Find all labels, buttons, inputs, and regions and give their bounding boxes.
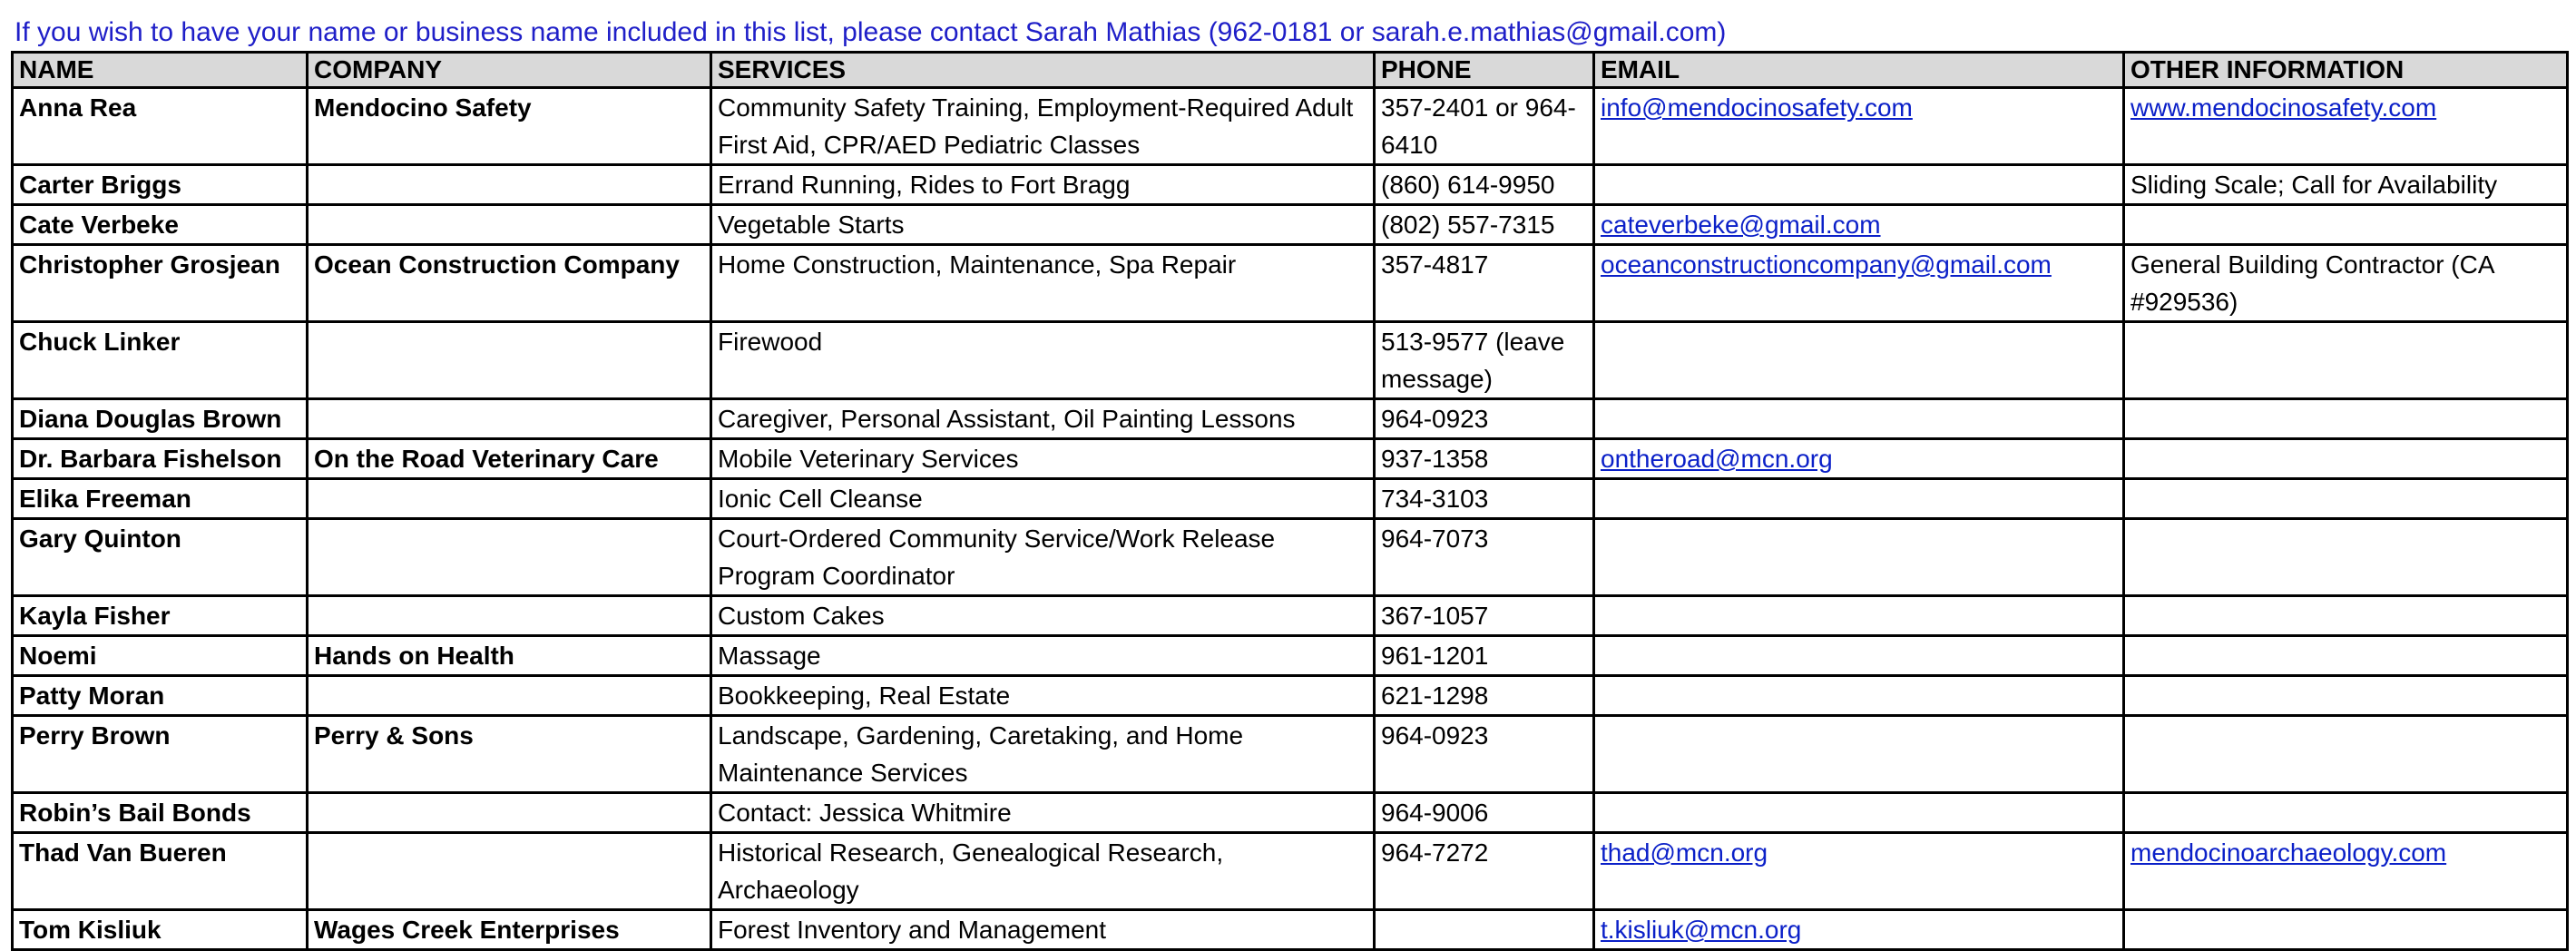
services-cell: Firewood xyxy=(711,322,1375,399)
header-other-information: OTHER INFORMATION xyxy=(2124,53,2568,88)
name-cell: Tom Kisliuk xyxy=(13,910,308,950)
company-cell xyxy=(308,165,711,205)
other-info-cell xyxy=(2124,910,2568,950)
phone-cell: (802) 557-7315 xyxy=(1375,205,1594,245)
table-row xyxy=(13,245,2568,322)
services-cell: Custom Cakes xyxy=(711,596,1375,636)
table-row xyxy=(13,88,2568,165)
company-cell: On the Road Veterinary Care xyxy=(308,439,711,479)
services-cell: Home Construction, Maintenance, Spa Repair xyxy=(711,245,1375,322)
services-cell: Massage xyxy=(711,636,1375,676)
table-row xyxy=(13,479,2568,519)
email-cell xyxy=(1594,519,2124,596)
name-cell: Kayla Fisher xyxy=(13,596,308,636)
other-info-cell xyxy=(2124,716,2568,793)
contact-notice: If you wish to have your name or business name included in this list, please contact Sarah Mathias (962-0181 or sarah.e.mathias@gmail.com) xyxy=(15,17,1727,47)
email-link[interactable]: cateverbeke@gmail.com xyxy=(1601,211,1881,239)
services-cell: Ionic Cell Cleanse xyxy=(711,479,1375,519)
phone-cell: 734-3103 xyxy=(1375,479,1594,519)
website-link[interactable]: mendocinoarchaeology.com xyxy=(2130,838,2447,867)
phone-cell: 964-0923 xyxy=(1375,399,1594,439)
email-cell xyxy=(1594,165,2124,205)
other-info-cell xyxy=(2124,833,2568,910)
services-cell: Historical Research, Genealogical Research, Archaeology xyxy=(711,833,1375,910)
email-cell xyxy=(1594,399,2124,439)
other-info-cell: General Building Contractor (CA #929536) xyxy=(2124,245,2568,322)
email-link[interactable]: ontheroad@mcn.org xyxy=(1601,445,1833,473)
services-cell: Court-Ordered Community Service/Work Release Program Coordinator xyxy=(711,519,1375,596)
company-cell xyxy=(308,519,711,596)
name-cell: Anna Rea xyxy=(13,88,308,165)
phone-cell: 964-0923 xyxy=(1375,716,1594,793)
table-row xyxy=(13,165,2568,205)
table-row xyxy=(13,910,2568,950)
header-company: COMPANY xyxy=(308,53,711,88)
company-cell xyxy=(308,676,711,716)
email-link[interactable]: info@mendocinosafety.com xyxy=(1601,93,1913,122)
table-row xyxy=(13,322,2568,399)
phone-cell: 621-1298 xyxy=(1375,676,1594,716)
services-cell: Vegetable Starts xyxy=(711,205,1375,245)
table-row xyxy=(13,439,2568,479)
services-cell: Caregiver, Personal Assistant, Oil Painting Lessons xyxy=(711,399,1375,439)
header-name: NAME xyxy=(13,53,308,88)
other-info-cell xyxy=(2124,596,2568,636)
phone-cell: 964-9006 xyxy=(1375,793,1594,833)
phone-cell: 964-7272 xyxy=(1375,833,1594,910)
other-info-cell xyxy=(2124,636,2568,676)
email-link[interactable]: thad@mcn.org xyxy=(1601,838,1768,867)
services-cell: Bookkeeping, Real Estate xyxy=(711,676,1375,716)
services-cell: Contact: Jessica Whitmire xyxy=(711,793,1375,833)
company-cell: Hands on Health xyxy=(308,636,711,676)
phone-cell: 357-4817 xyxy=(1375,245,1594,322)
other-info-cell xyxy=(2124,88,2568,165)
table-row xyxy=(13,399,2568,439)
directory-table xyxy=(11,51,2569,951)
name-cell: Thad Van Bueren xyxy=(13,833,308,910)
email-cell xyxy=(1594,833,2124,910)
company-cell xyxy=(308,322,711,399)
name-cell: Robin’s Bail Bonds xyxy=(13,793,308,833)
company-cell xyxy=(308,833,711,910)
table-body xyxy=(13,88,2568,950)
table-row xyxy=(13,636,2568,676)
company-cell: Mendocino Safety xyxy=(308,88,711,165)
email-cell xyxy=(1594,88,2124,165)
services-cell: Landscape, Gardening, Caretaking, and Home Maintenance Services xyxy=(711,716,1375,793)
name-cell: Chuck Linker xyxy=(13,322,308,399)
services-cell: Community Safety Training, Employment-Required Adult First Aid, CPR/AED Pediatric Classes xyxy=(711,88,1375,165)
header-phone: PHONE xyxy=(1375,53,1594,88)
header-email: EMAIL xyxy=(1594,53,2124,88)
table-row xyxy=(13,793,2568,833)
email-cell xyxy=(1594,596,2124,636)
services-cell: Forest Inventory and Management xyxy=(711,910,1375,950)
email-cell xyxy=(1594,910,2124,950)
other-info-cell xyxy=(2124,322,2568,399)
services-cell: Errand Running, Rides to Fort Bragg xyxy=(711,165,1375,205)
name-cell: Diana Douglas Brown xyxy=(13,399,308,439)
other-info-cell xyxy=(2124,519,2568,596)
name-cell: Dr. Barbara Fishelson xyxy=(13,439,308,479)
other-info-cell xyxy=(2124,793,2568,833)
website-link[interactable]: www.mendocinosafety.com xyxy=(2130,93,2437,122)
name-cell: Cate Verbeke xyxy=(13,205,308,245)
name-cell: Carter Briggs xyxy=(13,165,308,205)
table-row xyxy=(13,716,2568,793)
email-cell xyxy=(1594,636,2124,676)
table-row xyxy=(13,676,2568,716)
email-link[interactable]: t.kisliuk@mcn.org xyxy=(1601,916,1802,944)
email-link[interactable]: oceanconstructioncompany@gmail.com xyxy=(1601,250,2052,279)
company-cell: Ocean Construction Company xyxy=(308,245,711,322)
header-row xyxy=(13,53,2568,88)
email-cell xyxy=(1594,793,2124,833)
table-row xyxy=(13,596,2568,636)
phone-cell: 961-1201 xyxy=(1375,636,1594,676)
other-info-cell xyxy=(2124,479,2568,519)
phone-cell: 357-2401 or 964-6410 xyxy=(1375,88,1594,165)
company-cell: Perry & Sons xyxy=(308,716,711,793)
name-cell: Elika Freeman xyxy=(13,479,308,519)
table-row xyxy=(13,519,2568,596)
company-cell xyxy=(308,793,711,833)
name-cell: Christopher Grosjean xyxy=(13,245,308,322)
phone-cell: 513-9577 (leave message) xyxy=(1375,322,1594,399)
phone-cell: 367-1057 xyxy=(1375,596,1594,636)
other-info-cell xyxy=(2124,205,2568,245)
company-cell xyxy=(308,205,711,245)
name-cell: Noemi xyxy=(13,636,308,676)
table-row xyxy=(13,205,2568,245)
email-cell xyxy=(1594,205,2124,245)
phone-cell xyxy=(1375,910,1594,950)
other-info-cell xyxy=(2124,439,2568,479)
email-cell xyxy=(1594,322,2124,399)
company-cell xyxy=(308,399,711,439)
email-cell xyxy=(1594,479,2124,519)
table-header xyxy=(13,53,2568,88)
phone-cell: (860) 614-9950 xyxy=(1375,165,1594,205)
name-cell: Patty Moran xyxy=(13,676,308,716)
name-cell: Gary Quinton xyxy=(13,519,308,596)
services-cell: Mobile Veterinary Services xyxy=(711,439,1375,479)
email-cell xyxy=(1594,716,2124,793)
email-cell xyxy=(1594,439,2124,479)
other-info-cell: Sliding Scale; Call for Availability xyxy=(2124,165,2568,205)
company-cell: Wages Creek Enterprises xyxy=(308,910,711,950)
phone-cell: 937-1358 xyxy=(1375,439,1594,479)
email-cell xyxy=(1594,245,2124,322)
company-cell xyxy=(308,596,711,636)
table-row xyxy=(13,833,2568,910)
other-info-cell xyxy=(2124,399,2568,439)
header-services: SERVICES xyxy=(711,53,1375,88)
email-cell xyxy=(1594,676,2124,716)
company-cell xyxy=(308,479,711,519)
phone-cell: 964-7073 xyxy=(1375,519,1594,596)
name-cell: Perry Brown xyxy=(13,716,308,793)
other-info-cell xyxy=(2124,676,2568,716)
